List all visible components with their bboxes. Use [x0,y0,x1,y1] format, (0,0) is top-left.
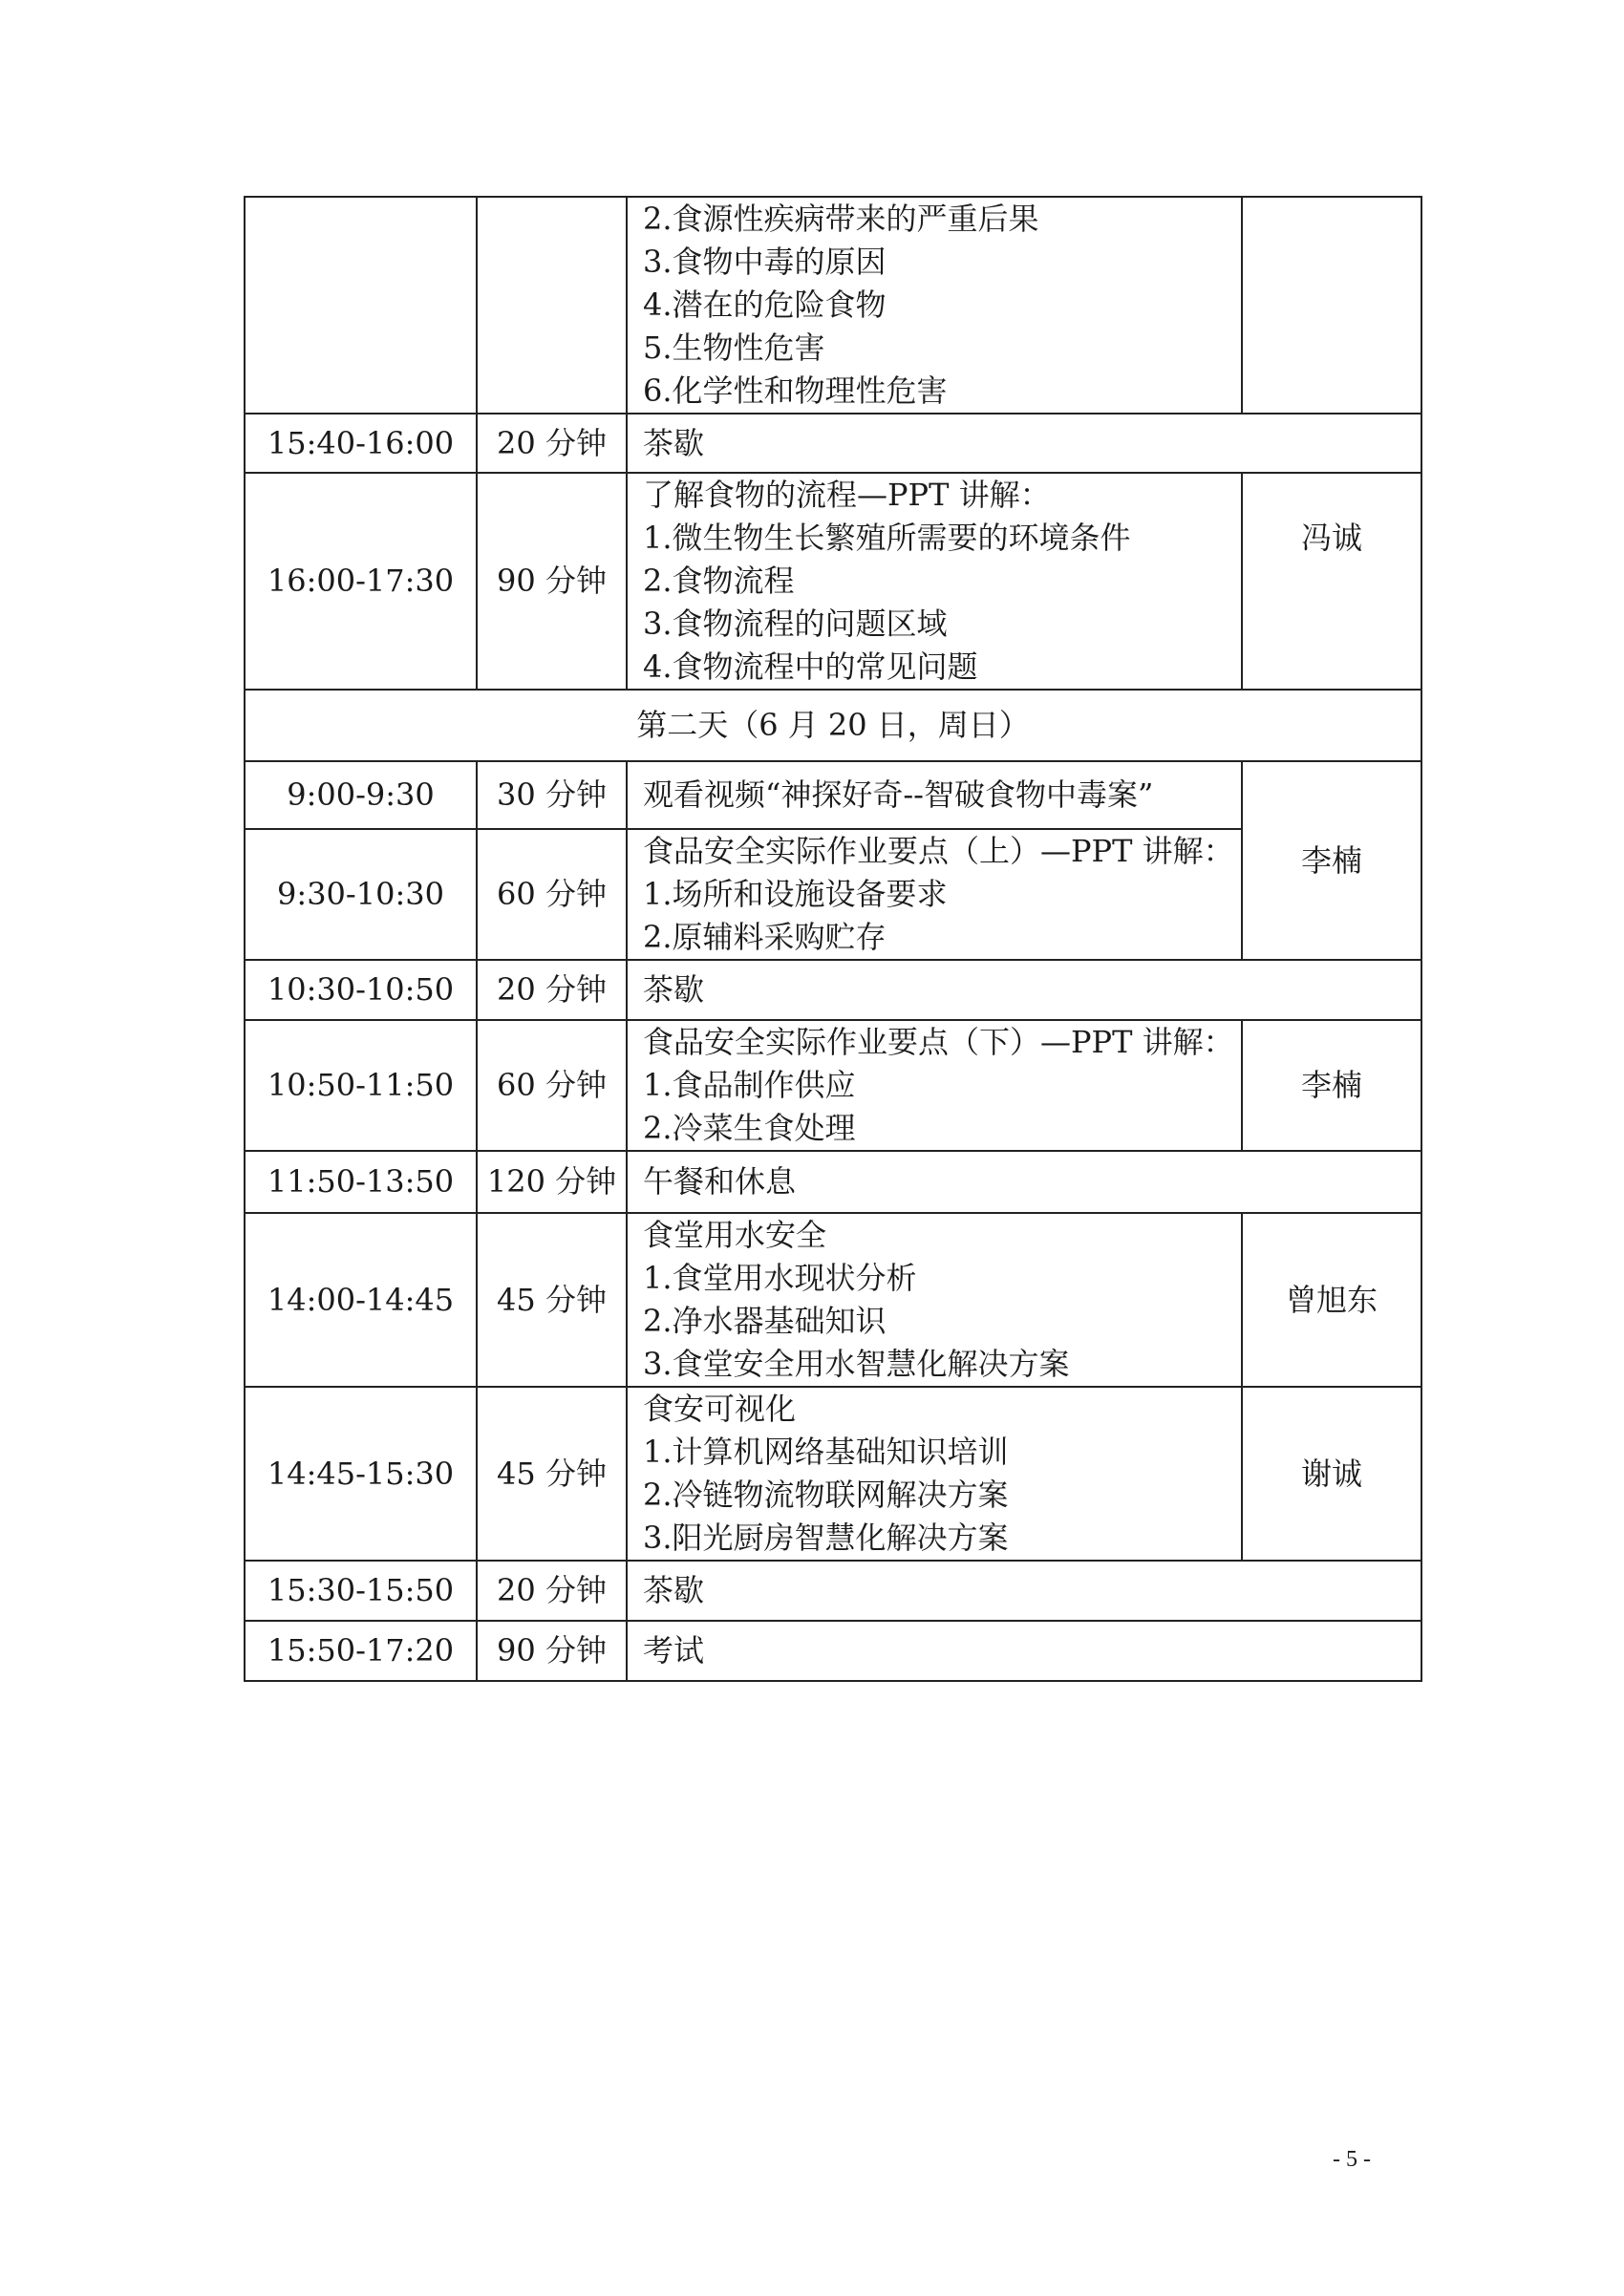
content-line: 午餐和休息 [643,1163,797,1200]
table-row [245,1151,1421,1213]
duration-cell: 120 分钟 [477,1151,627,1213]
page-number: - 5 - [1333,2147,1371,2172]
content-cell [627,197,1242,414]
speaker-cell: 李楠 [1242,1020,1421,1151]
break-cell [627,1621,1421,1681]
speaker-cell: 曾旭东 [1242,1213,1421,1387]
time-cell [245,197,477,414]
time-cell: 14:45-15:30 [245,1387,477,1561]
duration-cell: 30 分钟 [477,761,627,829]
time-cell: 14:00-14:45 [245,1213,477,1387]
break-cell [627,1151,1421,1213]
content-line: 食安可视化 [643,1391,797,1427]
time-cell: 9:30-10:30 [245,829,477,960]
content-line: 了解食物的流程—PPT 讲解： [643,477,1051,513]
day-header-row [245,690,1421,761]
content-line: 茶歇 [643,1572,705,1608]
table-row [245,197,1421,414]
time-cell: 16:00-17:30 [245,473,477,690]
time-cell: 10:30-10:50 [245,960,477,1020]
content-line: 考试 [643,1632,705,1669]
content-cell [627,829,1242,960]
content-line: 4.食物流程中的常见问题 [643,648,978,685]
time-cell: 15:50-17:20 [245,1621,477,1681]
content-cell [627,1213,1242,1387]
content-line: 1.食品制作供应 [643,1067,856,1103]
duration-cell: 20 分钟 [477,1561,627,1621]
content-cell [627,473,1242,690]
content-line: 3.食堂安全用水智慧化解决方案 [643,1346,1070,1382]
content-line: 茶歇 [643,971,705,1008]
content-line: 2.净水器基础知识 [643,1303,887,1339]
content-line: 2.原辅料采购贮存 [643,919,887,955]
content-line: 2.冷菜生食处理 [643,1110,856,1146]
content-cell [627,1020,1242,1151]
time-cell: 15:30-15:50 [245,1561,477,1621]
table-row [245,960,1421,1020]
schedule-table [244,196,1422,1682]
day-header: 第二天（6 月 20 日，周日） [245,690,1421,761]
content-line: 1.食堂用水现状分析 [643,1260,917,1296]
duration-cell: 60 分钟 [477,829,627,960]
content-line: 2.食源性疾病带来的严重后果 [643,201,1039,237]
content-line: 3.食物中毒的原因 [643,244,887,280]
duration-cell: 90 分钟 [477,473,627,690]
table-row [245,1020,1421,1151]
time-cell: 15:40-16:00 [245,414,477,473]
content-cell [627,1387,1242,1561]
duration-cell: 90 分钟 [477,1621,627,1681]
table-row [245,473,1421,690]
break-cell [627,960,1421,1020]
table-row [245,1213,1421,1387]
content-line: 2.冷链物流物联网解决方案 [643,1477,1009,1513]
time-cell: 10:50-11:50 [245,1020,477,1151]
table-row [245,1561,1421,1621]
duration-cell: 20 分钟 [477,960,627,1020]
content-line: 5.生物性危害 [643,330,825,366]
content-line: 食堂用水安全 [643,1217,827,1253]
speaker-cell: 李楠 [1242,761,1421,960]
table-row [245,414,1421,473]
time-cell: 9:00-9:30 [245,761,477,829]
duration-cell: 20 分钟 [477,414,627,473]
speaker-cell [1242,197,1421,414]
duration-cell: 45 分钟 [477,1213,627,1387]
content-line: 茶歇 [643,424,705,461]
table-row [245,1621,1421,1681]
content-line: 4.潜在的危险食物 [643,287,887,323]
content-line: 3.阳光厨房智慧化解决方案 [643,1520,1009,1556]
content-line: 1.微生物生长繁殖所需要的环境条件 [643,520,1131,556]
content-line: 1.场所和设施设备要求 [643,876,948,912]
break-cell [627,414,1421,473]
table-row [245,1387,1421,1561]
content-line: 2.食物流程 [643,563,795,599]
break-cell [627,1561,1421,1621]
speaker-cell: 冯诚 [1242,473,1421,690]
content-cell [627,761,1242,829]
content-line: 3.食物流程的问题区域 [643,606,948,642]
content-line: 食品安全实际作业要点（上）—PPT 讲解： [643,833,1234,869]
content-line: 6.化学性和物理性危害 [643,372,948,409]
content-line: 食品安全实际作业要点（下）—PPT 讲解： [643,1024,1234,1060]
duration-cell: 45 分钟 [477,1387,627,1561]
content-line: 观看视频“神探好奇--智破食物中毒案” [643,776,1154,813]
duration-cell [477,197,627,414]
duration-cell: 60 分钟 [477,1020,627,1151]
content-line: 1.计算机网络基础知识培训 [643,1434,1009,1470]
speaker-cell: 谢诚 [1242,1387,1421,1561]
time-cell: 11:50-13:50 [245,1151,477,1213]
table-row [245,761,1421,829]
